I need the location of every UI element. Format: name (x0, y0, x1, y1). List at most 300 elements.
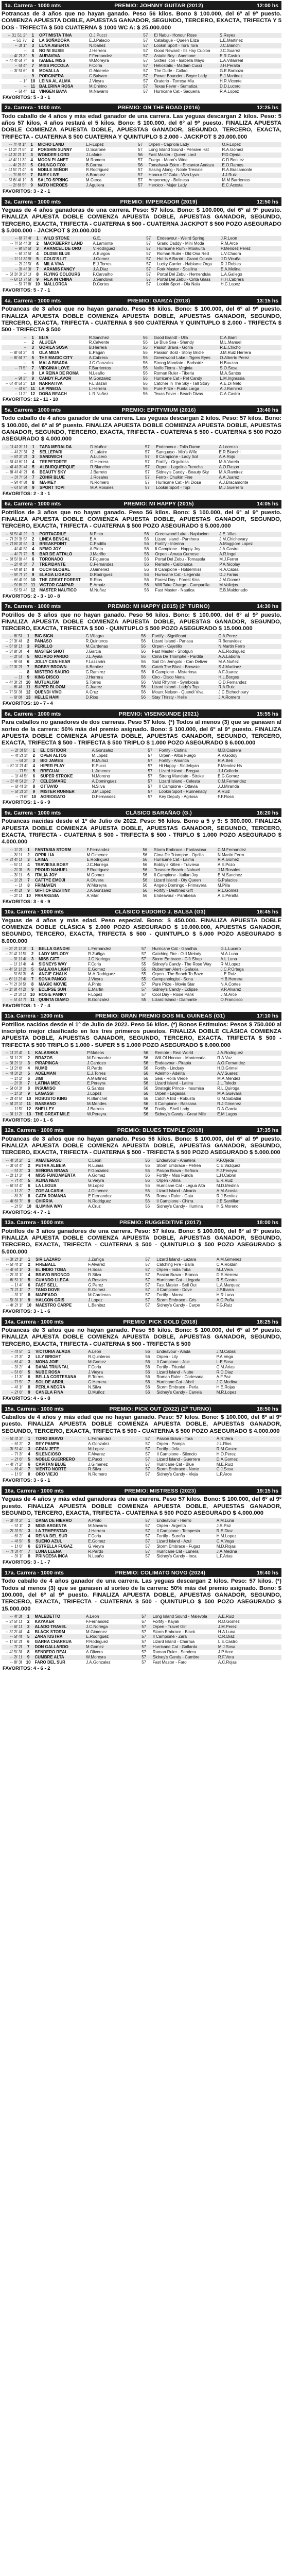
entry-row[interactable] (2, 982, 281, 987)
entries-table (2, 142, 281, 188)
pedigree: Il Campione - Dove (155, 1287, 215, 1293)
race-block (2, 602, 281, 707)
entry-row[interactable] (2, 1390, 281, 1395)
entry-row[interactable] (2, 173, 281, 178)
entry-row[interactable] (2, 178, 281, 183)
entry-row[interactable] (2, 784, 281, 789)
entry-row[interactable] (2, 675, 281, 680)
recent-form: -- 3f 2f 1f (2, 1257, 24, 1262)
entry-row[interactable] (2, 644, 281, 649)
entry-row[interactable] (2, 748, 281, 753)
post-number: 7 (24, 1380, 34, 1385)
weight: 57 (136, 946, 151, 952)
race-conditions: Yeguas de 4 años y más edad ganadoras de una carrera. Peso 57 kilos. Bono: $ 100.000, del 6º al 9º puesto. FINALIZA APUESTA DOBLE COMIENZA APUESTA DOBLE, APUESTAS GANADOR, SEGUNDO, TERCERO, EXACTA, TRIFECTA - CUATERNA $ 500 POZO ASEGURADO $ 4.000.000 (2, 1496, 281, 1516)
weight: 56 (143, 361, 148, 366)
pedigree: Fortify - Interina (154, 541, 219, 547)
horse-name: MAGIC MOVIE (39, 982, 67, 987)
entry-row[interactable] (2, 183, 281, 188)
entry-row[interactable] (2, 957, 281, 962)
entry-row[interactable] (2, 1472, 281, 1477)
entry-row[interactable] (2, 1523, 281, 1529)
entry-row[interactable] (2, 1539, 281, 1544)
entry-row[interactable] (2, 63, 281, 69)
entry-row[interactable] (2, 1112, 281, 1117)
weight: 56 (143, 381, 148, 386)
entry-row[interactable] (2, 1273, 281, 1278)
race-prize-name: PREMIO: JOHNNY GUITAR (2012) (114, 2, 203, 9)
entry-row[interactable] (2, 350, 281, 355)
entry-row[interactable] (2, 868, 281, 873)
recent-form: -- 5f 3f 3f 2f 1f (6, 272, 31, 277)
entry-row[interactable] (2, 376, 281, 381)
entry-row[interactable] (2, 1173, 281, 1178)
weight: 57 (139, 1298, 155, 1303)
trainer: C.A.Roldan (216, 1262, 238, 1267)
horse-name: LA TEMPESTAD (34, 1529, 87, 1534)
entry-row[interactable] (2, 158, 281, 163)
entry-row[interactable] (2, 567, 281, 572)
horse-name: ZOHIR BLUE (39, 475, 89, 480)
entry-row[interactable] (2, 1380, 281, 1385)
entry-row[interactable] (2, 43, 281, 48)
trainer: H.B.Herrera (220, 977, 282, 982)
entry-row[interactable] (2, 480, 281, 485)
weight: 56 (133, 152, 148, 158)
weight: 57 (139, 1278, 155, 1283)
entry-row[interactable] (2, 335, 281, 341)
trainer: N.Martin Ferro (217, 644, 281, 649)
entry-row[interactable] (2, 355, 281, 361)
race-conditions: Potrancas de 3 años que no hayan ganado. Peso 56 kilos. Bono: $ 100.000, del 6º al 9º puesto. FINALIZA APUESTA DOBLE COMIENZA APUESTA DOBLE, APUESTAS GANADOR, SEGUNDO, TERCERO, EXACTA, TRIFECTA - CUATERNA $ 500 CUATERNA Y QUINTUPLO $ 2.000 - TRIFECTA $ 500 - TRIFECTA $ 500 (2, 306, 281, 333)
entry-row[interactable] (2, 1660, 281, 1665)
entry-row[interactable] (2, 246, 281, 251)
entry-row[interactable] (2, 1365, 281, 1370)
horse-name: MILA VIVA (43, 261, 64, 266)
entry-row[interactable] (2, 547, 281, 552)
entry-row[interactable] (2, 1436, 281, 1442)
entry-row[interactable] (2, 557, 281, 562)
entry-row[interactable] (2, 251, 281, 257)
entry-row[interactable] (2, 1619, 281, 1624)
entry-row[interactable] (2, 967, 281, 972)
entry-row[interactable] (2, 366, 281, 371)
entry-row[interactable] (2, 1050, 281, 1056)
entry-row[interactable] (2, 1158, 281, 1163)
trainer: A.E.Peralta (217, 893, 239, 898)
entry-row[interactable] (2, 952, 281, 957)
entry-row[interactable] (2, 987, 281, 992)
race-conditions: Potrancas de 3 años que no hayan ganado. Peso 56 kilos. Bono: $ 100.000, del 6º al 9º puesto. FINALIZA APUESTA DOBLE COMIENZA APUESTA DOBLE, APUESTAS GANADOR, SEGUNDO, TERCERO, EXACTA, TRIFECTA - CUATERNA $ 500 - TRIFECTA $ 500 (2, 1327, 281, 1347)
post-number: 2 (28, 1354, 30, 1359)
trainer: D.J.Farias (218, 572, 281, 578)
entry-row[interactable] (2, 236, 281, 241)
recent-form: -- 1f (14, 883, 23, 888)
entry-row[interactable] (2, 1076, 281, 1081)
weight: 57 (145, 1554, 150, 1559)
entry-row[interactable] (2, 386, 281, 392)
entry-row[interactable] (2, 873, 281, 878)
entry-row[interactable] (2, 1370, 281, 1375)
entry-row[interactable] (2, 1178, 281, 1183)
entry-row[interactable] (2, 1107, 281, 1112)
recent-form: -- 1f (19, 79, 27, 84)
entry-row[interactable] (2, 1385, 281, 1390)
entry-row[interactable] (2, 794, 281, 800)
entry-row[interactable] (2, 1168, 281, 1174)
jockey: D.Muñoz (89, 445, 139, 450)
entry-row[interactable] (2, 583, 281, 588)
recent-form: -- 1f 8f 4f 2f (2, 987, 27, 992)
horse-name: LUNA ABIERTA (38, 43, 88, 48)
entry-row[interactable] (2, 167, 281, 173)
entry-row[interactable] (2, 541, 281, 547)
entry-row[interactable] (2, 1375, 281, 1380)
post-number: 10 (26, 893, 31, 898)
entry-row[interactable] (2, 58, 281, 63)
race-header (2, 1317, 281, 1326)
pedigree: Endeavour - Amatera (155, 1158, 216, 1163)
trainer: R.L.Gomez (217, 888, 281, 893)
entry-row[interactable] (2, 769, 281, 774)
entry-row[interactable] (2, 1101, 281, 1107)
pedigree: Roman Ruler - Old Ona Red (157, 251, 209, 257)
post-number: 8 (28, 1194, 30, 1199)
weight: 57 (145, 1533, 150, 1538)
race-header (2, 1486, 281, 1495)
entry-row[interactable] (2, 1442, 281, 1447)
entry-row[interactable] (2, 848, 281, 853)
entry-row[interactable] (2, 1645, 281, 1650)
horse-name: CUANDO LLEGA (34, 1278, 87, 1283)
entry-row[interactable] (2, 1071, 281, 1076)
entries-table (2, 236, 281, 287)
pedigree: Il Campione - Bassana (154, 1101, 216, 1107)
pedigree: Valid Rhythm - Symbiosis (152, 680, 199, 685)
jockey: M.Cerca (85, 178, 102, 183)
entry-row[interactable] (2, 345, 281, 350)
trainer: R.D.Gomez (218, 1619, 240, 1624)
entry-row[interactable] (2, 1303, 281, 1308)
entry-row[interactable] (2, 1183, 281, 1189)
entry-row[interactable] (2, 649, 281, 654)
post-number: 8 (30, 178, 33, 183)
trainer: G.E.Barboza (220, 69, 243, 74)
entries-table (2, 1614, 281, 1665)
pedigree: Mount Nelson - Quendi Viva (152, 690, 204, 695)
entry-row[interactable] (2, 779, 281, 784)
entry-row[interactable] (2, 361, 281, 366)
entry-row[interactable] (2, 1457, 281, 1462)
entry-row[interactable] (2, 1554, 281, 1559)
race-post-time: 19:40 hs (256, 1569, 278, 1576)
jockey: M.Cardenas (88, 1293, 111, 1298)
entry-row[interactable] (2, 572, 281, 578)
entry-row[interactable] (2, 272, 281, 277)
entry-row[interactable] (2, 89, 281, 94)
entry-row[interactable] (2, 1096, 281, 1101)
entry-row[interactable] (2, 1086, 281, 1091)
entry-row[interactable] (2, 665, 281, 670)
entry-row[interactable] (2, 84, 281, 89)
entry-row[interactable] (2, 1452, 281, 1457)
entry-row[interactable] (2, 1081, 281, 1086)
pedigree: Adelmo - Adelita (154, 1071, 216, 1076)
entry-row[interactable] (2, 883, 281, 888)
post-number: 10 (35, 282, 40, 287)
race-post-time: 12:50 hs (256, 198, 278, 205)
entry-row[interactable] (2, 1061, 281, 1066)
post-number: 4 (27, 649, 30, 654)
post-number: 5 (24, 1539, 34, 1544)
favorites-line: FAVORITOS: 5 - 7 - 1 (3, 287, 50, 294)
entry-row[interactable] (2, 1091, 281, 1096)
entry-row[interactable] (2, 475, 281, 480)
entry-row[interactable] (2, 578, 281, 583)
entry-row[interactable] (2, 48, 281, 54)
horse-name: GALAXIA LIGHT (38, 967, 87, 972)
entry-row[interactable] (2, 972, 281, 977)
entry-row[interactable] (2, 79, 281, 84)
horse-name: CHUNGO FOX (37, 163, 85, 168)
recent-form: -- 2f 3f 1f (10, 992, 27, 997)
trainer: M.Pilla (217, 883, 230, 888)
pedigree: Catch The Blast - Browsie (151, 665, 218, 670)
pedigree: Portal Del Zebu - Hernendula (157, 272, 211, 277)
entry-row[interactable] (2, 1529, 281, 1534)
entry-row[interactable] (2, 340, 281, 345)
entry-row[interactable] (2, 878, 281, 883)
jockey: A.Cruz (88, 1204, 101, 1209)
entry-row[interactable] (2, 257, 281, 262)
entry-row[interactable] (2, 1544, 281, 1549)
entry-row[interactable] (2, 381, 281, 386)
entry-row[interactable] (2, 1349, 281, 1354)
entry-row[interactable] (2, 33, 281, 38)
entry-row[interactable] (2, 1639, 281, 1645)
horse-name: NOBLE GUERRERO (34, 1457, 87, 1462)
recent-form: -- 8f 6f 7f (2, 355, 28, 361)
entry-row[interactable] (2, 1354, 281, 1360)
entry-row[interactable] (2, 695, 281, 700)
entry-row[interactable] (2, 1056, 281, 1061)
trainer: R.A.Vaz (217, 1055, 232, 1060)
entry-row[interactable] (2, 152, 281, 158)
weight: 57 (136, 987, 151, 992)
entry-row[interactable] (2, 680, 281, 685)
entry-row[interactable] (2, 690, 281, 695)
entry-row[interactable] (2, 485, 281, 490)
entry-row[interactable] (2, 946, 281, 952)
trainer: C.M.Arias (216, 1364, 235, 1369)
entry-row[interactable] (2, 142, 281, 147)
weight: 56 (138, 1112, 154, 1117)
entry-row[interactable] (2, 1360, 281, 1365)
entry-row[interactable] (2, 1650, 281, 1655)
entry-row[interactable] (2, 262, 281, 267)
entry-row[interactable] (2, 277, 281, 282)
entry-row[interactable] (2, 1262, 281, 1267)
jockey: G.Herrera (90, 460, 109, 465)
trainer: D.E.Herrera (216, 1272, 239, 1277)
entry-row[interactable] (2, 1630, 281, 1635)
entry-row[interactable] (2, 1518, 281, 1523)
entry-row[interactable] (2, 465, 281, 470)
jockey: F.Coria (88, 1364, 101, 1369)
entry-row[interactable] (2, 774, 281, 779)
trainer: R.Benavidez (218, 639, 242, 644)
weight: 57 (141, 267, 156, 272)
entry-row[interactable] (2, 1066, 281, 1071)
entry-row[interactable] (2, 789, 281, 794)
entry-row[interactable] (2, 1194, 281, 1199)
entry-row[interactable] (2, 1199, 281, 1204)
entry-row[interactable] (2, 753, 281, 758)
entry-row[interactable] (2, 1462, 281, 1467)
weight: 56 (144, 567, 149, 572)
entry-row[interactable] (2, 670, 281, 675)
entry-row[interactable] (2, 1267, 281, 1273)
jockey: M.A.Rodriguez (88, 972, 115, 977)
entry-row[interactable] (2, 1287, 281, 1293)
jockey: A.Lucero (89, 454, 139, 460)
recent-form: -- (24, 340, 27, 345)
entry-row[interactable] (2, 74, 281, 79)
entry-row[interactable] (2, 562, 281, 567)
entry-row[interactable] (2, 862, 281, 868)
entry-row[interactable] (2, 1447, 281, 1452)
entry-row[interactable] (2, 853, 281, 858)
entry-row[interactable] (2, 450, 281, 455)
horse-name: TEEPETORTE (39, 460, 67, 465)
race-block (2, 405, 281, 496)
entry-row[interactable] (2, 69, 281, 74)
pedigree: Fortify - Destined Gift (153, 888, 217, 893)
entry-row[interactable] (2, 1189, 281, 1194)
entry-row[interactable] (2, 1283, 281, 1288)
entry-row[interactable] (2, 241, 281, 246)
horse-name: SILENCIOSO (36, 1451, 61, 1456)
entry-row[interactable] (2, 639, 281, 644)
entry-row[interactable] (2, 654, 281, 659)
horse-name: ALADO TRAVEL (34, 1624, 85, 1630)
entry-row[interactable] (2, 962, 281, 967)
horse-name: FLYING COLOURS (43, 272, 80, 277)
entry-row[interactable] (2, 267, 281, 272)
horse-name: OUCH GLOBAL (39, 567, 70, 572)
entry-row[interactable] (2, 1467, 281, 1472)
post-number: 10 (26, 1204, 31, 1209)
weight: 57 (139, 1467, 155, 1472)
recent-form: -- 2f 2f 5f (14, 261, 31, 266)
trainer: J.A.Rodriguez (216, 1050, 281, 1056)
recent-form: -- 7f 2f 1f (2, 1287, 24, 1293)
entry-row[interactable] (2, 1614, 281, 1619)
post-number: 3 (23, 857, 34, 862)
entry-row[interactable] (2, 1624, 281, 1630)
recent-form: -- 1f 2f 4f (2, 1050, 23, 1056)
entry-row[interactable] (2, 460, 281, 465)
entry-row[interactable] (2, 977, 281, 982)
entry-row[interactable] (2, 1163, 281, 1168)
entry-row[interactable] (2, 282, 281, 287)
post-number: 4 (32, 547, 34, 552)
pedigree: Roman Ruler - Gata (156, 1194, 193, 1199)
entry-row[interactable] (2, 857, 281, 862)
pedigree: Sidney's Candy - Eclipse (151, 987, 220, 992)
post-number: 1 (27, 946, 38, 952)
entry-row[interactable] (2, 1534, 281, 1539)
pedigree: Fortify - Cistina (158, 748, 217, 753)
entry-row[interactable] (2, 992, 281, 997)
favorites-line: FAVORITOS: 3 - 1 - 7 (3, 1560, 50, 1566)
entry-row[interactable] (2, 392, 281, 397)
entry-row[interactable] (2, 634, 281, 639)
entry-row[interactable] (2, 470, 281, 475)
entry-row[interactable] (2, 445, 281, 450)
entry-row[interactable] (2, 685, 281, 690)
weight: 56 (144, 1096, 149, 1101)
entry-row[interactable] (2, 1293, 281, 1298)
entry-row[interactable] (2, 532, 281, 537)
entry-row[interactable] (2, 1655, 281, 1660)
horse-name: ZARATUSTRA (34, 1634, 85, 1639)
entry-row[interactable] (2, 1257, 281, 1262)
favorites-line: FAVORITOS: 3 - 2 - 1 (3, 189, 50, 195)
horse-name: PARAKESIA (35, 893, 59, 898)
pedigree: Orpen - India Toba (155, 1267, 215, 1273)
horse-name: FIREBALL (36, 1262, 56, 1267)
entry-row[interactable] (2, 1549, 281, 1554)
entry-row[interactable] (2, 1204, 281, 1209)
post-number: 3 (24, 1267, 34, 1273)
jockey: J.Vieyra (87, 1370, 139, 1375)
weight: 57 (148, 753, 153, 758)
trainer: V.P.Alvarez (220, 987, 282, 992)
entry-row[interactable] (2, 147, 281, 152)
entry-row[interactable] (2, 758, 281, 764)
horse-name: NARRATIVA (39, 381, 63, 386)
post-number: 4 (27, 1629, 30, 1634)
race-post-time: 18:50 hs (256, 1405, 278, 1412)
entry-row[interactable] (2, 588, 281, 593)
post-number: 3 (27, 152, 37, 158)
post-number: 6 (31, 972, 34, 977)
jockey: S.Torres (85, 680, 101, 685)
entry-row[interactable] (2, 38, 281, 43)
entry-row[interactable] (2, 888, 281, 893)
entry-row[interactable] (2, 1634, 281, 1639)
recent-form: -- 3f 2f 1f 3f (2, 946, 27, 952)
post-number: 4 (30, 157, 33, 162)
entry-row[interactable] (2, 893, 281, 899)
entry-row[interactable] (2, 552, 281, 557)
entry-row[interactable] (2, 997, 281, 1003)
entry-row[interactable] (2, 1278, 281, 1283)
entry-row[interactable] (2, 163, 281, 168)
jockey: A.Burgos (93, 251, 110, 257)
entry-row[interactable] (2, 764, 281, 769)
pedigree: Il Campione - Lady Sol (155, 454, 218, 460)
entry-row[interactable] (2, 371, 281, 376)
horse-name: SUEÑO AZUL (34, 1539, 87, 1544)
recent-form: -- 1f 1f 3f 9f (2, 257, 32, 262)
entry-row[interactable] (2, 659, 281, 665)
entry-row[interactable] (2, 454, 281, 460)
entry-row[interactable] (2, 1298, 281, 1303)
entry-row[interactable] (2, 54, 281, 59)
recent-form: -- 6f 5f 4f (6, 1183, 23, 1189)
entry-row[interactable] (2, 537, 281, 542)
